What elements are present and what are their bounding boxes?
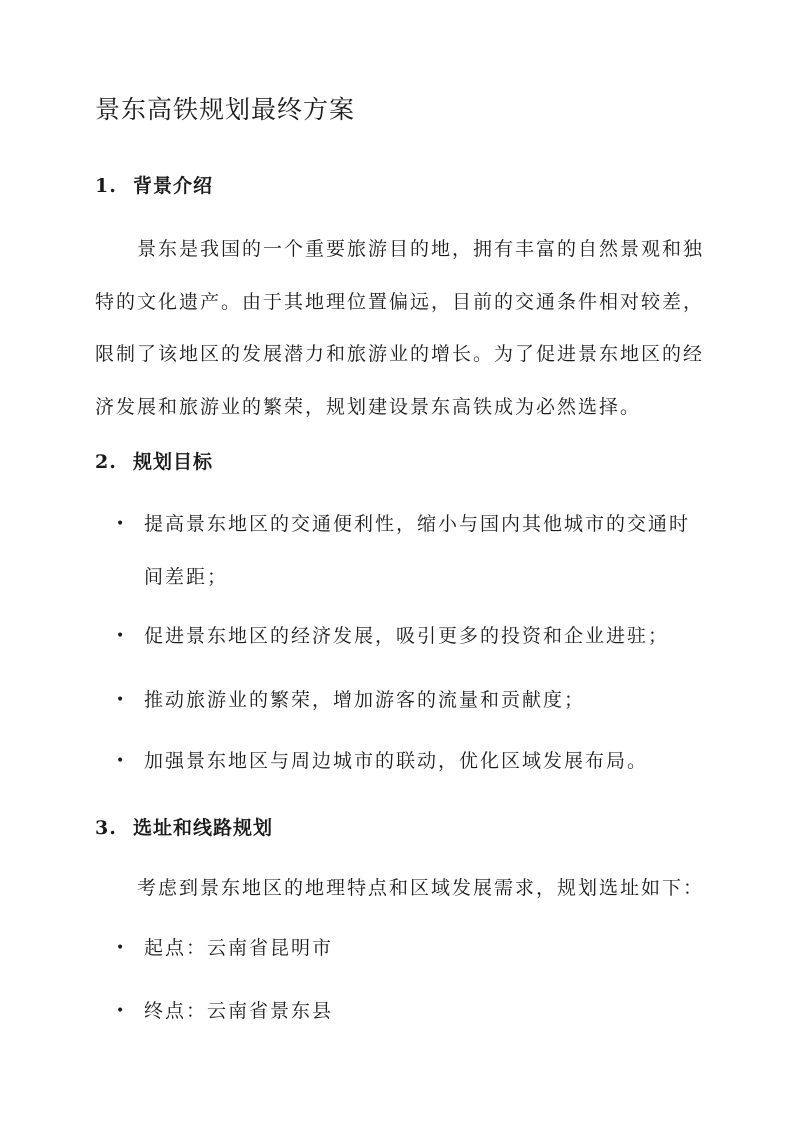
list-item-text: 加强景东地区与周边城市的联动，优化区域发展布局。 — [144, 750, 649, 772]
document-title: 景东高铁规划最终方案 — [95, 95, 356, 124]
section-title: 背景介绍 — [133, 175, 214, 197]
list-item-text: 起点：云南省昆明市 — [144, 937, 334, 959]
list-item — [116, 985, 706, 1038]
bullet-icon: • — [116, 692, 127, 708]
bullet-icon: • — [116, 940, 127, 956]
bullet-icon: • — [116, 516, 127, 532]
section-number: 3. — [95, 817, 117, 839]
list-item-text: 终点：云南省景东县 — [144, 1000, 334, 1022]
bullet-icon: • — [116, 753, 127, 769]
section-number: 2. — [95, 451, 117, 473]
list-item — [116, 498, 706, 603]
list-item — [116, 735, 706, 788]
list-item — [116, 922, 706, 975]
bullet-icon: • — [116, 1003, 127, 1019]
list-item — [116, 674, 706, 727]
bullet-icon: • — [116, 628, 127, 644]
list-item — [116, 610, 706, 663]
section-heading-background — [95, 172, 213, 200]
site-intro-text: 考虑到景东地区的地理特点和区域发展需求，规划选址如下： — [137, 877, 705, 899]
section-heading-goals — [95, 448, 213, 476]
list-item-text: 提高景东地区的交通便利性，缩小与国内其他城市的交通时间差距； — [144, 513, 691, 588]
section-title: 规划目标 — [133, 451, 214, 473]
list-item-text: 推动旅游业的繁荣，增加游客的流量和贡献度； — [144, 689, 586, 711]
section-heading-site-route — [95, 814, 273, 842]
section-title: 选址和线路规划 — [133, 817, 274, 839]
section-number: 1. — [95, 175, 117, 197]
background-paragraph: 景东是我国的一个重要旅游目的地，拥有丰富的自然景观和独特的文化遗产。由于其地理位置偏远，目前的交通条件相对较差，限制了该地区的发展潜力和旅游业的增长。为了促进景东地区的经济发展和旅游业的繁荣，规划建设景东高铁成为必然选择。 — [95, 238, 705, 418]
list-item-text: 促进景东地区的经济发展，吸引更多的投资和企业进驻； — [144, 625, 670, 647]
